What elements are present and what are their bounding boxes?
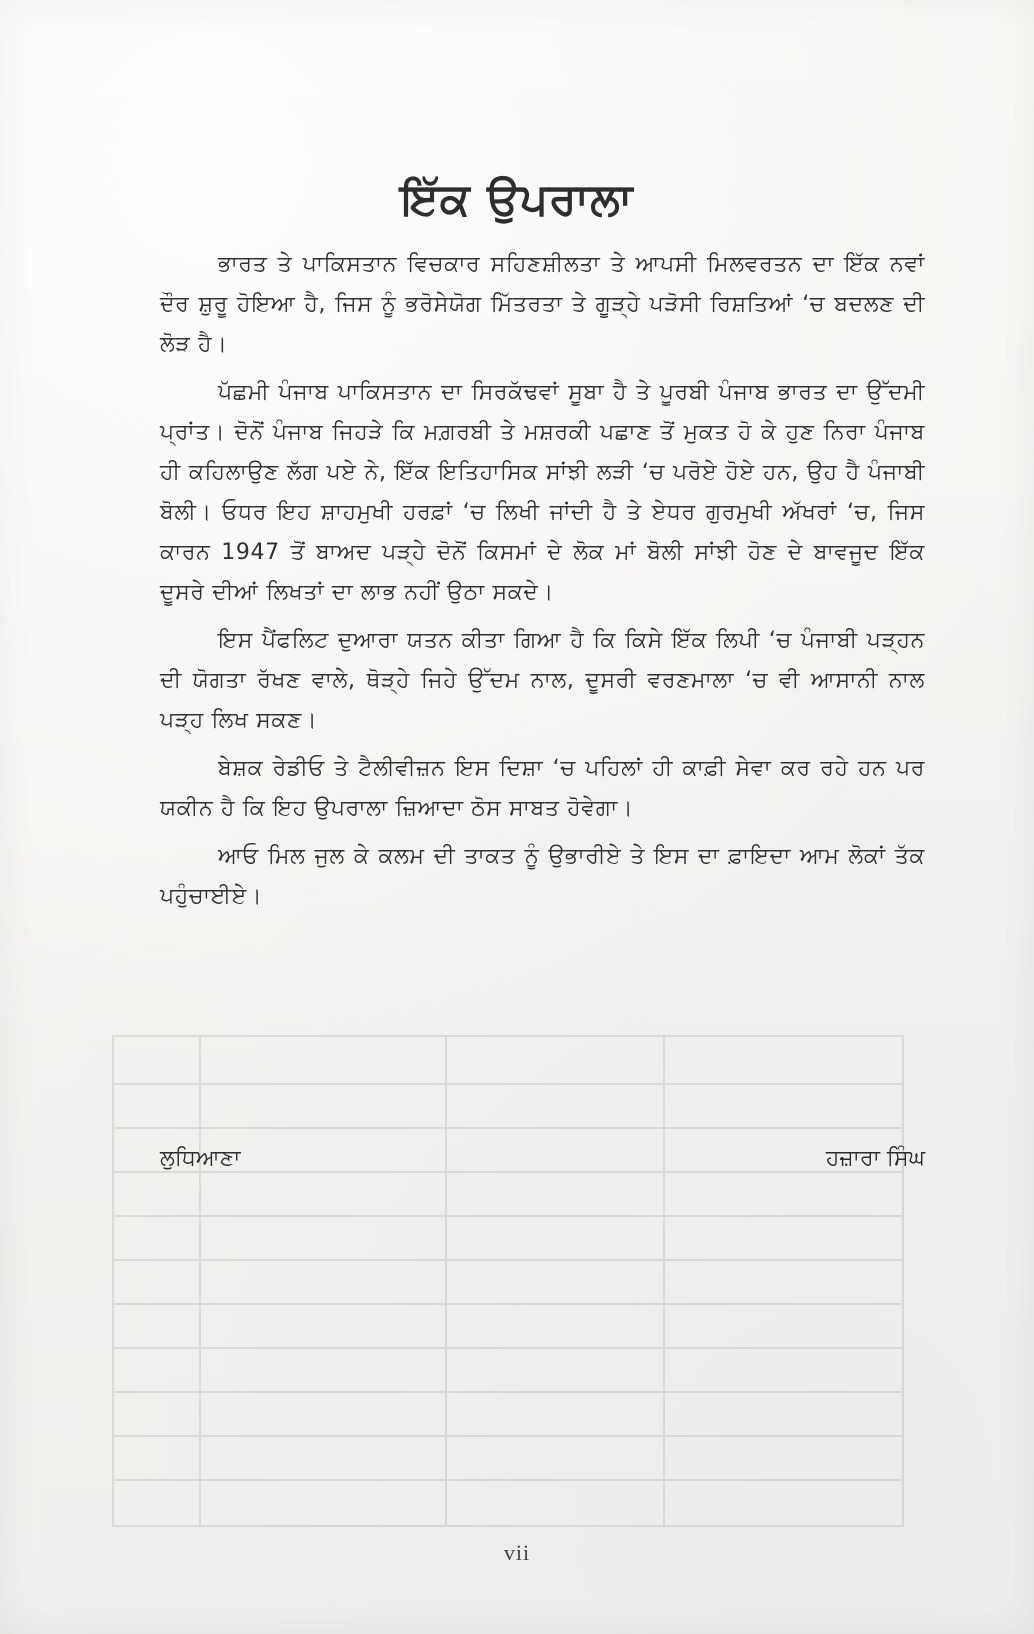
signature-row (160, 1146, 925, 1171)
document-body (160, 245, 925, 925)
paragraph-3: ਇਸ ਪੈਂਫਲਿਟ ਦੁਆਰਾ ਯਤਨ ਕੀਤਾ ਗਿਆ ਹੈ ਕਿ ਕਿਸੇ ਇੱਕ ਲਿਪੀ ‘ਚ ਪੰਜਾਬੀ ਪੜ੍ਹਨ ਦੀ ਯੋਗਤਾ ਰੱਖਣ ਵਾਲੇ, ਥੋੜ੍ਹੇ ਜਿਹੇ ਉੱਦਮ ਨਾਲ, ਦੂਸਰੀ ਵਰਣਮਾਲਾ ‘ਚ ਵੀ ਆਸਾਨੀ ਨਾਲ ਪੜ੍ਹ ਲਿਖ ਸਕਣ। (160, 628, 925, 733)
show-through-table (112, 1035, 904, 1527)
show-through-grid (112, 1035, 904, 1527)
paragraph-4: ਬੇਸ਼ਕ ਰੇਡੀਓ ਤੇ ਟੈਲੀਵੀਜ਼ਨ ਇਸ ਦਿਸ਼ਾ ‘ਚ ਪਹਿਲਾਂ ਹੀ ਕਾਫ਼ੀ ਸੇਵਾ ਕਰ ਰਹੇ ਹਨ ਪਰ ਯਕੀਨ ਹੈ ਕਿ ਇਹ ਉਪਰਾਲਾ ਜ਼ਿਆਦਾ ਠੋਸ ਸਾਬਤ ਹੋਵੇਗਾ। (160, 756, 925, 821)
place-name: ਲੁਧਿਆਣਾ (160, 1146, 241, 1171)
page-number: vii (503, 1540, 531, 1565)
paragraph-5: ਆਓ ਮਿਲ ਜੁਲ ਕੇ ਕਲਮ ਦੀ ਤਾਕਤ ਨੂੰ ਉਭਾਰੀਏ ਤੇ ਇਸ ਦਾ ਫ਼ਾਇਦਾ ਆਮ ਲੋਕਾਂ ਤੱਕ ਪਹੁੰਚਾਈਏ। (160, 844, 925, 909)
paragraph-1: ਭਾਰਤ ਤੇ ਪਾਕਿਸਤਾਨ ਵਿਚਕਾਰ ਸਹਿਣਸ਼ੀਲਤਾ ਤੇ ਆਪਸੀ ਮਿਲਵਰਤਨ ਦਾ ਇੱਕ ਨਵਾਂ ਦੌਰ ਸ਼ੁਰੂ ਹੋਇਆ ਹੈ, ਜਿਸ ਨੂੰ ਭਰੋਸੇਯੋਗ ਮਿੱਤਰਤਾ ਤੇ ਗੂੜ੍ਹੇ ਪੜੋਸੀ ਰਿਸ਼ਤਿਆਂ ‘ਚ ਬਦਲਣ ਦੀ ਲੋੜ ਹੈ। (160, 252, 925, 357)
author-name: ਹਜ਼ਾਰਾ ਸਿੰਘ (825, 1146, 925, 1171)
paragraph-2: ਪੱਛਮੀ ਪੰਜਾਬ ਪਾਕਿਸਤਾਨ ਦਾ ਸਿਰਕੱਢਵਾਂ ਸੂਬਾ ਹੈ ਤੇ ਪੂਰਬੀ ਪੰਜਾਬ ਭਾਰਤ ਦਾ ਉੱਦਮੀ ਪ੍ਰਾਂਤ। ਦੋਨੋਂ ਪੰਜਾਬ ਜਿਹੜੇ ਕਿ ਮਗ਼ਰਬੀ ਤੇ ਮਸ਼ਰਕੀ ਪਛਾਣ ਤੋਂ ਮੁਕਤ ਹੋ ਕੇ ਹੁਣ ਨਿਰਾ ਪੰਜਾਬ ਹੀ ਕਹਿਲਾਉਣ ਲੱਗ ਪਏ ਨੇ, ਇੱਕ ਇਤਿਹਾਸਿਕ ਸਾਂਝੀ ਲੜੀ ‘ਚ ਪਰੋਏ ਹੋਏ ਹਨ, ਉਹ ਹੈ ਪੰਜਾਬੀ ਬੋਲੀ। ਓਧਰ ਇਹ ਸ਼ਾਹਮੁਖੀ ਹਰਫ਼ਾਂ ‘ਚ ਲਿਖੀ ਜਾਂਦੀ ਹੈ ਤੇ ਏਧਰ ਗੁਰਮੁਖੀ ਅੱਖਰਾਂ ‘ਚ, ਜਿਸ ਕਾਰਨ 1947 ਤੋਂ ਬਾਅਦ ਪੜ੍ਹੇ ਦੋਨੋਂ ਕਿਸਮਾਂ ਦੇ ਲੋਕ ਮਾਂ ਬੋਲੀ ਸਾਂਝੀ ਹੋਣ ਦੇ ਬਾਵਜੂਦ ਇੱਕ ਦੂਸਰੇ ਦੀਆਂ ਲਿਖਤਾਂ ਦਾ ਲਾਭ ਨਹੀਂ ਉਠਾ ਸਕਦੇ। (160, 380, 925, 605)
page-title: ਇੱਕ ਉਪਰਾਲਾ (400, 174, 634, 226)
